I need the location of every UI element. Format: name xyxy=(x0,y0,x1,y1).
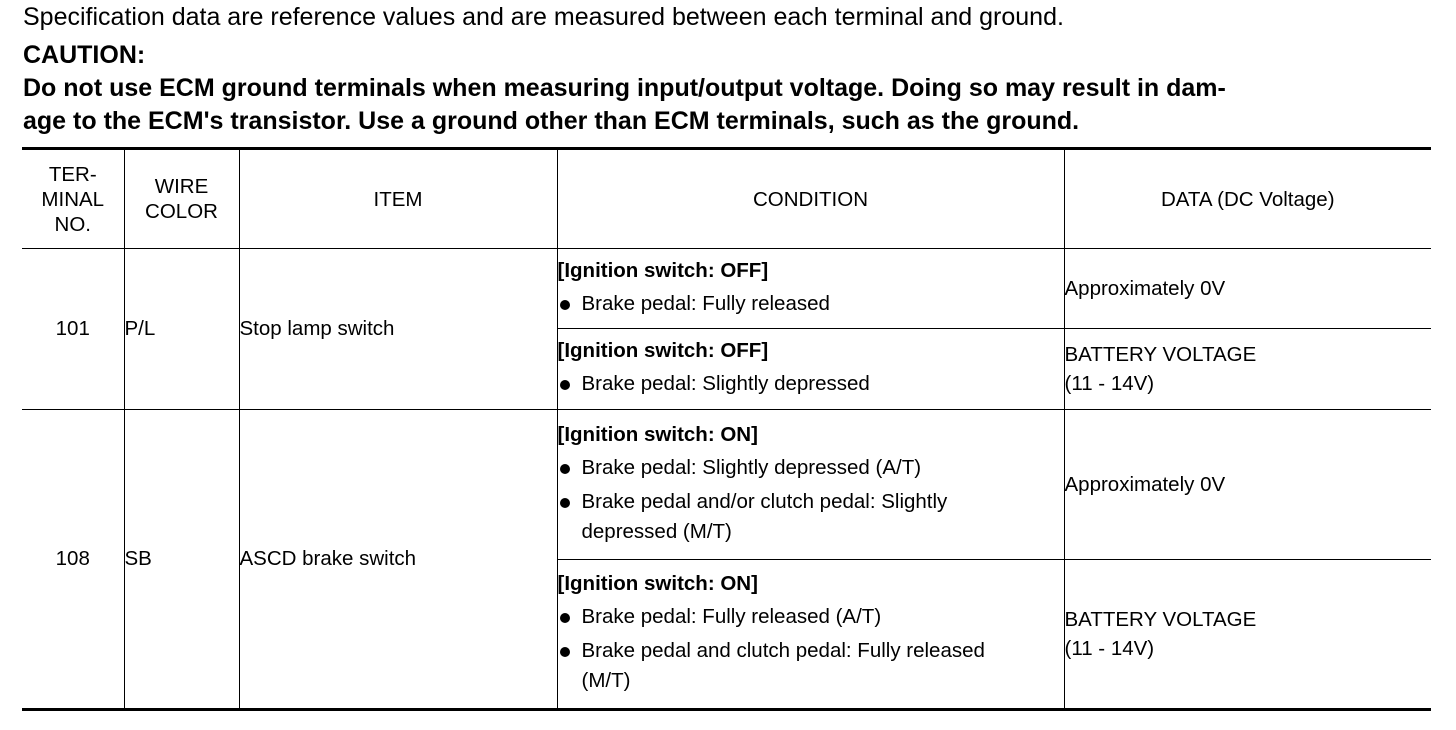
wire-color: P/L xyxy=(124,249,239,410)
caution-title: CAUTION: xyxy=(23,41,146,69)
condition-bullet: Brake pedal: Fully released xyxy=(558,289,1064,319)
terminal-number: 108 xyxy=(22,410,124,710)
table-row xyxy=(22,249,1431,329)
condition-cell xyxy=(557,249,1064,329)
condition-bullet: Brake pedal and/or clutch pedal: Slightly depressed (M/T) xyxy=(558,487,1064,547)
intro-text: Specification data are reference values and are measured between each terminal and ground. xyxy=(23,3,1064,31)
condition-bullet: Brake pedal: Slightly depressed (A/T) xyxy=(558,453,1064,483)
condition-heading: [Ignition switch: OFF] xyxy=(557,258,769,282)
item-name: ASCD brake switch xyxy=(239,410,557,710)
header-wire-color: WIRE COLOR xyxy=(124,149,239,249)
condition-bullet: Brake pedal: Slightly depressed xyxy=(558,369,1064,399)
condition-cell xyxy=(557,560,1064,710)
condition-heading: [Ignition switch: OFF] xyxy=(557,339,769,362)
item-name: Stop lamp switch xyxy=(239,249,557,410)
caution-line: age to the ECM's transistor. Use a ground other than ECM terminals, such as the ground. xyxy=(23,107,1080,135)
header-data: DATA (DC Voltage) xyxy=(1064,149,1431,249)
header-terminal-no: TER- MINAL NO. xyxy=(22,149,124,249)
terminal-spec-table xyxy=(22,147,1431,711)
data-value: BATTERY VOLTAGE (11 - 14V) xyxy=(1064,329,1431,410)
wire-color: SB xyxy=(124,410,239,710)
condition-heading: [Ignition switch: ON] xyxy=(557,572,758,595)
condition-bullet: Brake pedal and clutch pedal: Fully released (M/T) xyxy=(558,636,1064,696)
condition-heading: [Ignition switch: ON] xyxy=(557,422,758,446)
table-header-row xyxy=(22,149,1431,249)
caution-text xyxy=(23,72,1433,138)
table-row xyxy=(22,410,1431,560)
header-item: ITEM xyxy=(239,149,557,249)
data-value: Approximately 0V xyxy=(1064,249,1431,329)
header-condition: CONDITION xyxy=(557,149,1064,249)
data-value: BATTERY VOLTAGE (11 - 14V) xyxy=(1064,560,1431,710)
condition-bullet: Brake pedal: Fully released (A/T) xyxy=(558,602,1064,632)
caution-line: Do not use ECM ground terminals when measuring input/output voltage. Doing so may result in dam- xyxy=(23,74,1226,102)
condition-cell xyxy=(557,410,1064,560)
terminal-number: 101 xyxy=(22,249,124,410)
data-value: Approximately 0V xyxy=(1064,410,1431,560)
condition-cell xyxy=(557,329,1064,410)
